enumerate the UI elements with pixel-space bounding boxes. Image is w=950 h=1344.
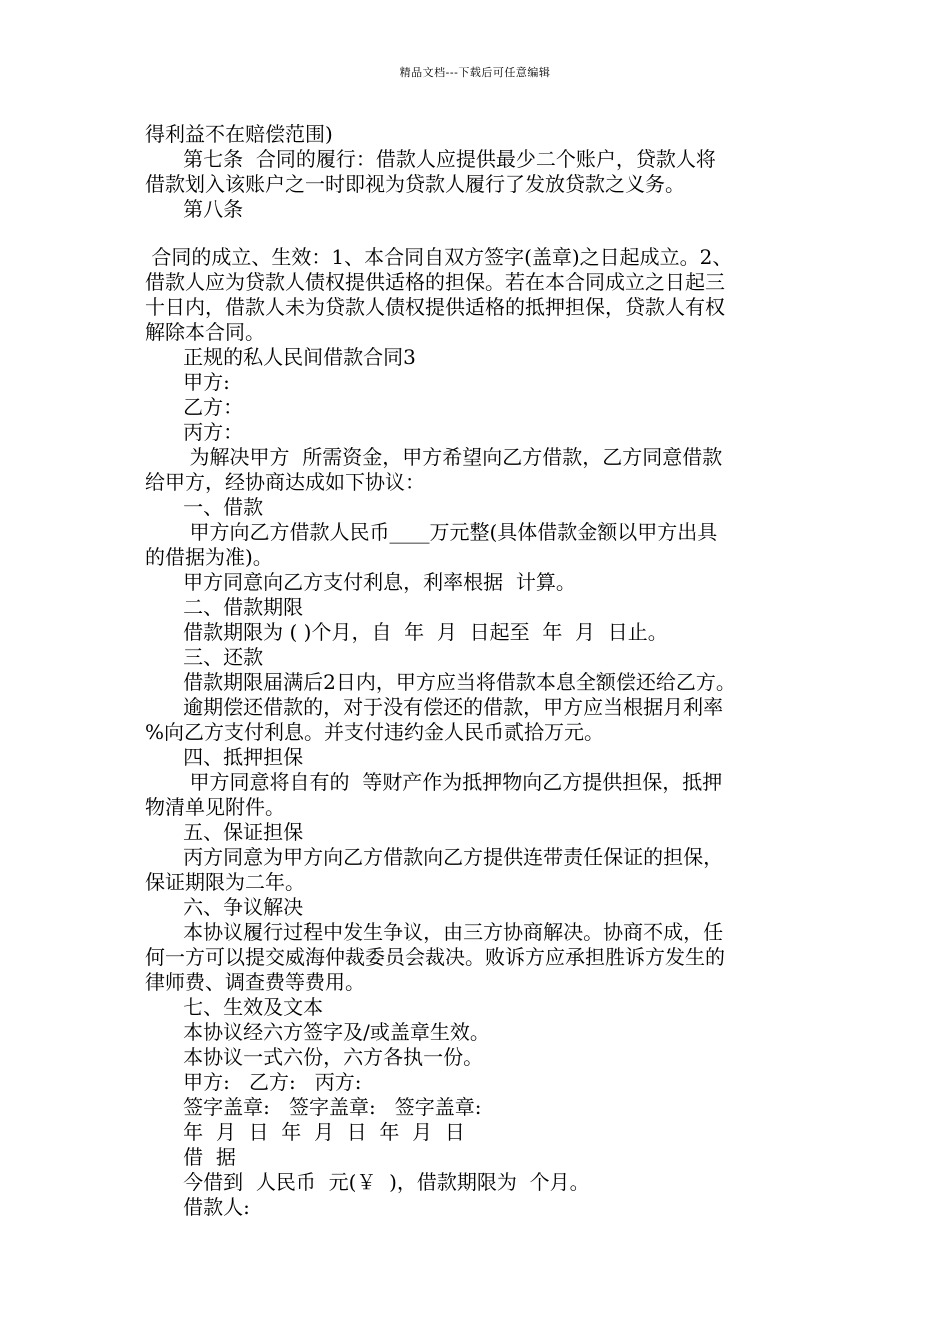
receipt-title: 借 据: [145, 1145, 236, 1169]
text-line: 为解决甲方 所需资金，甲方希望向乙方借款，乙方同意借款: [145, 445, 723, 469]
blank-line: [145, 222, 813, 245]
text-line: 合同的成立、生效：1、本合同自双方签字(盖章)之日起成立。2、: [145, 245, 733, 269]
text-line: 第八条: [145, 197, 244, 221]
text-line: 本协议经六方签字及/或盖章生效。: [145, 1020, 490, 1044]
section-heading: 六、争议解决: [145, 895, 304, 919]
party-a-label: 甲方:: [145, 370, 230, 394]
text-line: 借款期限届满后2日内，甲方应当将借款本息全额偿还给乙方。: [145, 670, 736, 694]
section-heading: 五、保证担保: [145, 820, 304, 844]
section-heading: 七、生效及文本: [145, 995, 324, 1019]
signature-seal-line: 签字盖章: 签字盖章: 签字盖章:: [145, 1095, 482, 1119]
section-heading: 四、抵押担保: [145, 745, 304, 769]
text-line: 保证期限为二年。: [145, 870, 305, 894]
text-line: 解除本合同。: [145, 320, 265, 344]
text-line: 逾期偿还借款的，对于没有偿还的借款，甲方应当根据月利率: [145, 695, 724, 719]
text-line: 甲方同意将自有的 等财产作为抵押物向乙方提供担保，抵押: [145, 770, 723, 794]
signature-date-line: 年 月 日 年 月 日 年 月 日: [145, 1120, 465, 1144]
text-line: 第七条 合同的履行：借款人应提供最少二个账户，贷款人将: [145, 147, 716, 171]
signature-parties: 甲方: 乙方: 丙方:: [145, 1070, 362, 1094]
text-line: 甲方向乙方借款人民币____万元整(具体借款金额以甲方出具: [145, 520, 718, 544]
text-line: 本协议一式六份，六方各执一份。: [145, 1045, 484, 1069]
text-line: 丙方同意为甲方向乙方借款向乙方提供连带责任保证的担保，: [145, 845, 724, 869]
document-body: [145, 122, 813, 1220]
party-b-label: 乙方：: [145, 395, 244, 419]
text-line: 何一方可以提交威海仲裁委员会裁决。败诉方应承担胜诉方发生的: [145, 945, 725, 969]
section-heading: 二、借款期限: [145, 595, 304, 619]
text-line: 借款期限为 ( )个月，自 年 月 日起至 年 月 日止。: [145, 620, 668, 644]
page-header: 精品文档---下载后可任意编辑: [399, 66, 551, 79]
party-c-label: 丙方：: [145, 420, 244, 444]
text-line: %向乙方支付利息。并支付违约金人民币贰拾万元。: [145, 720, 605, 744]
text-line: 借款划入该账户之一时即视为贷款人履行了发放贷款之义务。: [145, 172, 685, 196]
text-line: 物清单见附件。: [145, 795, 285, 819]
text-line: 十日内，借款人未为贷款人债权提供适格的抵押担保，贷款人有权: [145, 295, 725, 319]
text-line: 的借据为准)。: [145, 545, 273, 569]
text-line: 律师费、调查费等费用。: [145, 970, 365, 994]
section-heading: 三、还款: [145, 645, 264, 669]
section-heading: 一、借款: [145, 495, 264, 519]
contract-title: 正规的私人民间借款合同3: [145, 345, 416, 369]
text-line: 得利益不在赔偿范围): [145, 122, 333, 146]
text-line: 今借到 人民币 元(￥ )，借款期限为 个月。: [145, 1170, 590, 1194]
text-line: 给甲方，经协商达成如下协议：: [145, 470, 425, 494]
text-line: 借款人应为贷款人债权提供适格的担保。若在本合同成立之日起三: [145, 270, 725, 294]
text-line: 本协议履行过程中发生争议，由三方协商解决。协商不成，任: [145, 920, 724, 944]
borrower-label: 借款人:: [145, 1195, 250, 1219]
text-line: 甲方同意向乙方支付利息，利率根据 计算。: [145, 570, 576, 594]
